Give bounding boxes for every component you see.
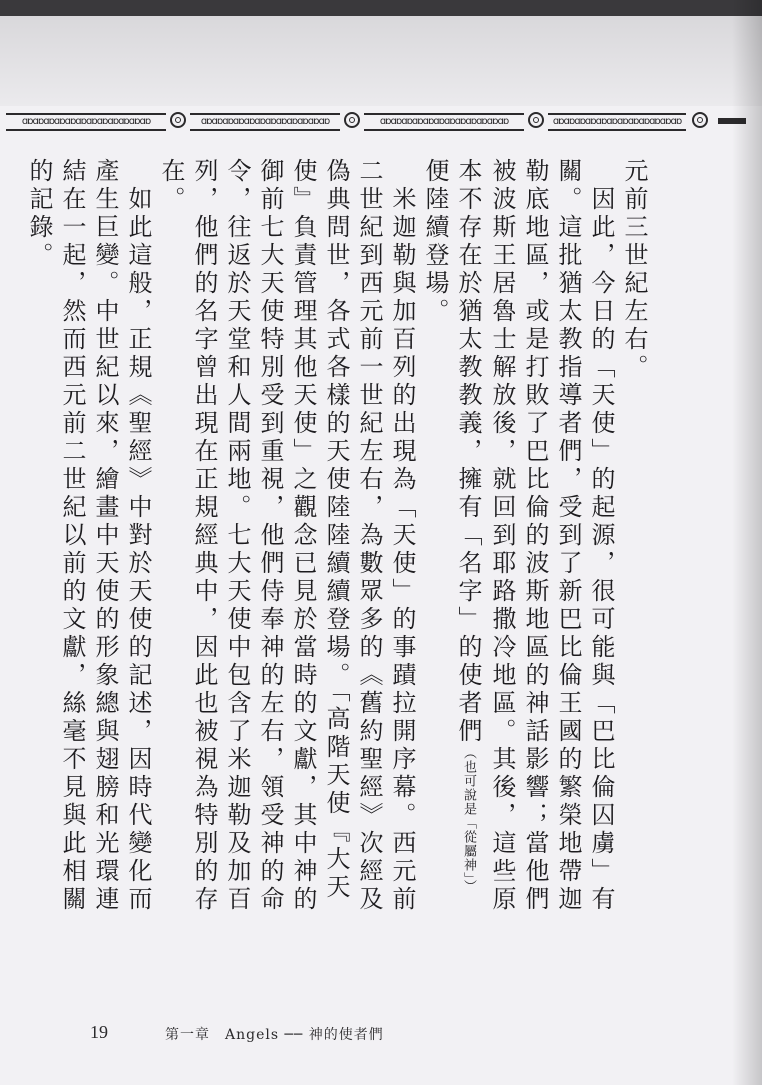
- page-number: 19: [90, 1022, 108, 1042]
- paragraph-origin-text: 因此，今日的「天使」的起源，很可能與「巴比倫囚虜」有關。這批猶太教指導者們，受到了新巴比倫王國的繁榮地帶迦勒底地區，或是打敗了巴比倫的波斯地區的神話影響；當他們被波斯王居魯士解放後，就回到耶路撒冷地區。其後，這些原本不存在於猶太教教義，擁有「名字」的使者們: [454, 158, 615, 914]
- ornament-knot-icon: [528, 112, 544, 128]
- scan-edge: [0, 0, 762, 16]
- page-fold-shadow: [732, 0, 762, 1085]
- paragraph-images: 如此這般，正規《聖經》中對於天使的記述，因時代變化而產生巨變。中世紀以來，繪畫中天使的形象總與翅膀和光環連結在一起，然而西元前二世紀以前的文獻，絲毫不見與此相關的記錄。: [25, 158, 152, 914]
- inline-note: （也可說是「從屬神」）: [461, 746, 476, 894]
- paragraph-continuation: 元前三世紀左右。: [620, 158, 648, 382]
- ornament-knot-icon: [170, 112, 186, 128]
- ornament-knot-icon: [344, 112, 360, 128]
- ornament-knot-icon: [692, 112, 708, 128]
- ornament-segment: ɑɒɑɒɑɒɑɒɑɒɑɒɑɒɑɒɑɒɑɒɑɒɑɒ: [190, 113, 340, 131]
- paragraph-origin: [418, 158, 617, 920]
- ornamental-border: [6, 110, 746, 132]
- ornament-segment: ɑɒɑɒɑɒɑɒɑɒɑɒɑɒɑɒɑɒɑɒɑɒɑɒ: [548, 113, 686, 131]
- paragraph-archangels: 米迦勒與加百列的出現為「天使」的事蹟拉開序幕。西元前二世紀到西元前一世紀左右，為數眾多的《舊約聖經》次經及偽典問世，各式各樣的天使陸陸續續登場。「高階天使『大天使』負責管理其他天使」之觀念已見於當時的文獻，其中神的御前七大天使特別受到重視，他們侍奉神的左右，領受神的命令，往返於天堂和人間兩地。七大天使中包含了米迦勒及加百列，他們的名字曾出現在正規經典中，因此也被視為特別的存在。: [157, 158, 416, 914]
- paragraph-origin-end: 便陸續登場。: [421, 158, 449, 326]
- ornament-segment: ɑɒɑɒɑɒɑɒɑɒɑɒɑɒɑɒɑɒɑɒɑɒɑɒ: [6, 113, 166, 131]
- page-top-margin: [0, 16, 762, 106]
- ornament-segment: ɑɒɑɒɑɒɑɒɑɒɑɒɑɒɑɒɑɒɑɒɑɒɑɒ: [364, 113, 524, 131]
- body-text: [25, 158, 650, 920]
- running-head: 第一章 Angels ── 神的使者們: [165, 1027, 384, 1043]
